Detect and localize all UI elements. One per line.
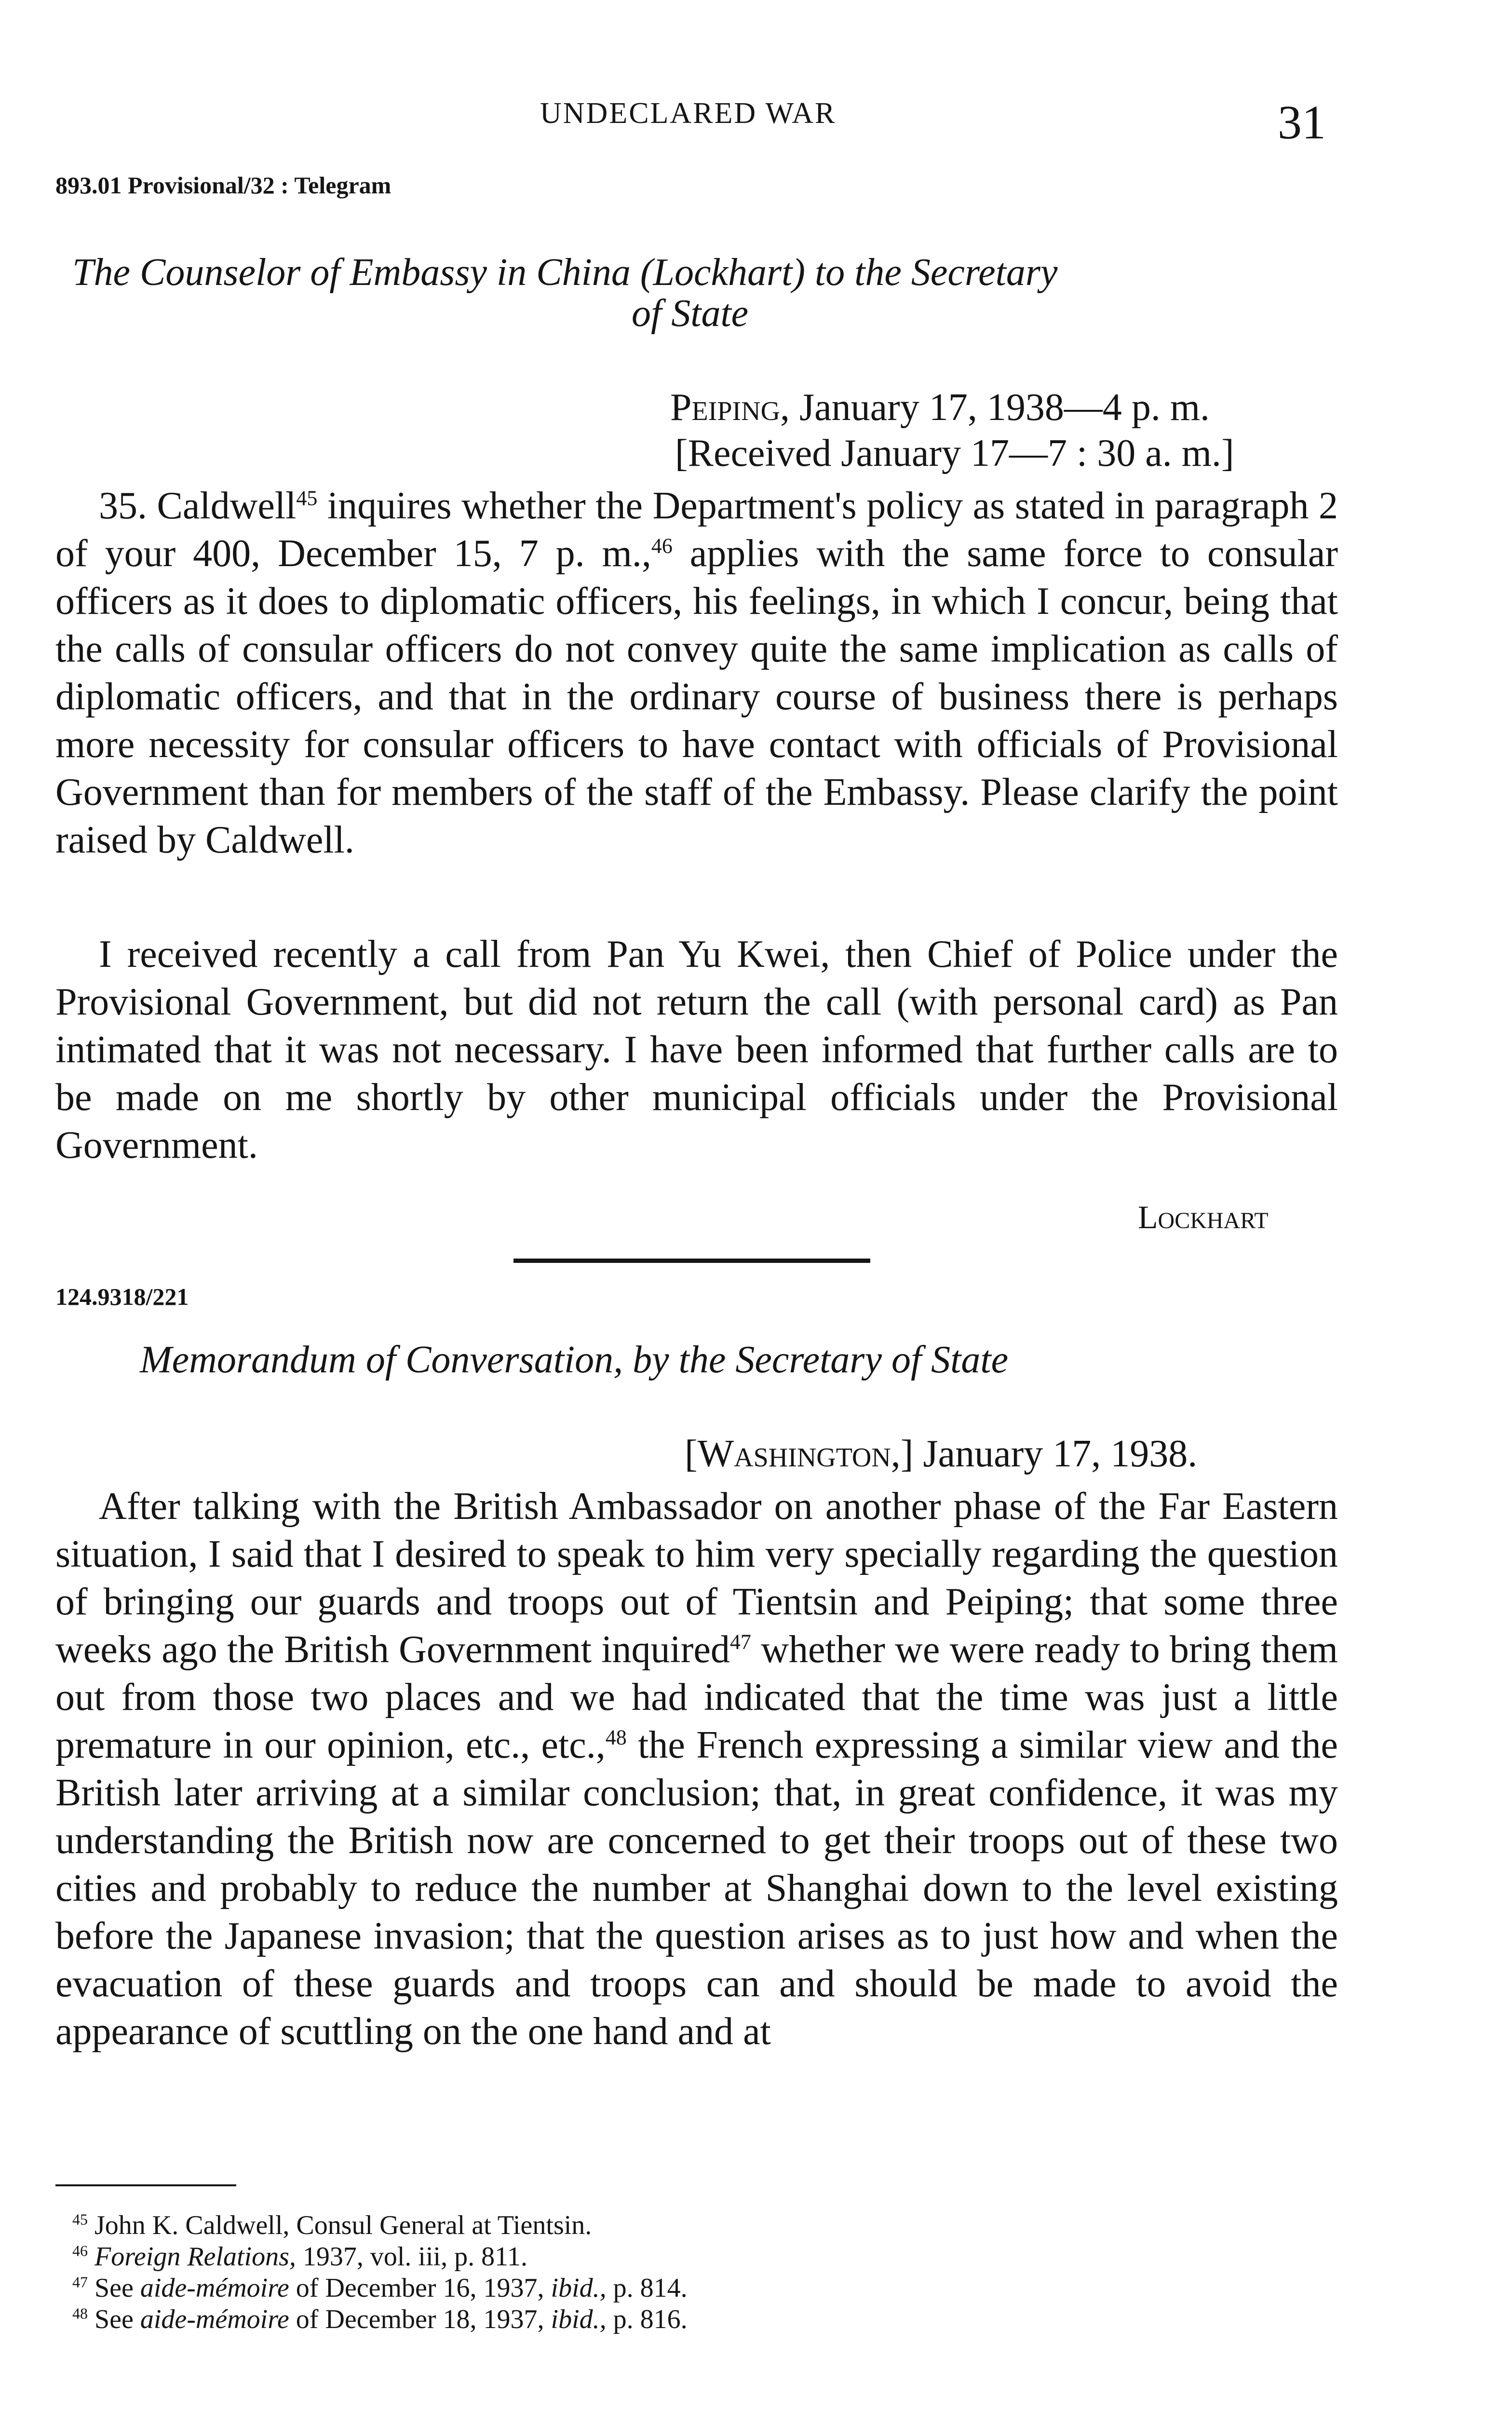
dateline-date: , January 17, 1938—4 p. m.: [780, 386, 1210, 429]
footnote-ref: 46: [651, 534, 673, 558]
received-line: [Received January 17—7 : 30 a. m.]: [675, 432, 1234, 474]
footnote-ibid: ibid.,: [551, 2304, 607, 2334]
dateline-place: Washington: [697, 1433, 891, 1475]
footnote-ibid: ibid.,: [551, 2273, 607, 2303]
file-number: 893.01 Provisional/32 : Telegram: [55, 172, 392, 199]
document-title: Memorandum of Conversation, by the Secretary of State: [140, 1339, 1009, 1381]
paragraph: [55, 1483, 1338, 2056]
footnote-number: 45: [72, 2210, 88, 2228]
footnote-text: 1937, vol. iii, p. 811.: [296, 2242, 528, 2272]
dateline: [Washington,] January 17, 1938.: [685, 1433, 1198, 1475]
signature: Lockhart: [1138, 1199, 1269, 1235]
footnote-text: John K. Caldwell, Consul General at Tientsin.: [94, 2210, 592, 2240]
footnote-number: 46: [72, 2242, 88, 2260]
footnote: [72, 2274, 688, 2303]
document-title: The Counselor of Embassy in China (Lockhart) to the Secretary: [72, 251, 1058, 294]
document-title: of State: [632, 292, 749, 335]
paragraph-text: applies with the same force to consular officers as it does to diplomatic officers, his feelings, in which I concur, being that the calls of consular officers do not convey quite the same implication as calls of diplomatic officers, and that in the ordinary course of business there is perhaps more necessity for consular officers to have contact with officials of Provisional Government than for members of the staff of the Embassy. Please clarify the point raised by Caldwell.: [55, 532, 1338, 861]
file-number: 124.9318/221: [55, 1283, 189, 1310]
footnote: [72, 2305, 688, 2334]
paragraph: I received recently a call from Pan Yu Kwei, then Chief of Police under the Provisional Government, but did not return the call (with personal card) as Pan intimated that it was not necessary. I have been informed that further calls are to be made on me shortly by other municipal officials under the Provisional Government.: [55, 933, 1338, 1166]
footnote-number: 48: [72, 2304, 88, 2322]
footnote-text: p. 816.: [606, 2304, 688, 2334]
dateline-date: January 17, 1938.: [913, 1433, 1198, 1475]
footnote-ref: 48: [605, 1725, 627, 1749]
paragraph-text: the French expressing a similar view and the British later arriving at a similar conclusion; that, in great confidence, it was my understanding the British now are concerned to get their troops out of these two cities and probably to reduce the number at Shanghai down to the level existing before the Japanese invasion; that the question arises as to just how and when the evacuation of these guards and troops can and should be made to avoid the appearance of scuttling on the one hand and at: [55, 1724, 1338, 2053]
footnote-title: Foreign Relations,: [94, 2242, 296, 2272]
footnote-text: See: [94, 2304, 140, 2334]
paragraph-text: After talking with the British Ambassador on another phase of the Far Eastern situation, I said that I desired to speak to him very specially regarding the question of bringing our guards and troops out of Tientsin and Peiping; that some three weeks ago the British Government inquired: [55, 1485, 1338, 1671]
dateline-place: Peiping: [670, 386, 781, 429]
paragraph: [55, 482, 1338, 864]
page-number: 31: [1278, 95, 1326, 149]
footnote-number: 47: [72, 2273, 88, 2291]
footnote: [72, 2211, 592, 2240]
running-head: UNDECLARED WAR: [540, 97, 837, 130]
footnote-title: aide-mémoire: [140, 2273, 289, 2303]
footnote-text: p. 814.: [606, 2273, 688, 2303]
footnote-text: See: [94, 2273, 140, 2303]
paragraph-text: whether we were ready to bring them out from those two places and we had indicated that the time was just a little premature in our opinion, etc., etc.,: [55, 1628, 1338, 1766]
footnote-ref: 45: [296, 486, 318, 510]
footnote-ref: 47: [729, 1630, 751, 1654]
section-divider: [513, 1259, 870, 1263]
footnote-text: of December 18, 1937,: [289, 2304, 551, 2334]
dateline: [670, 386, 1210, 430]
paragraph-text: 35. Caldwell: [99, 485, 297, 527]
footnote-text: of December 16, 1937,: [289, 2273, 551, 2303]
paragraph-text: inquires whether the Department's policy as stated in paragraph 2 of your 400, December 15, 7 p. m.,: [55, 485, 1338, 575]
footnote-rule: [55, 2184, 236, 2186]
footnote: [72, 2242, 527, 2271]
footnote-title: aide-mémoire: [140, 2304, 289, 2334]
